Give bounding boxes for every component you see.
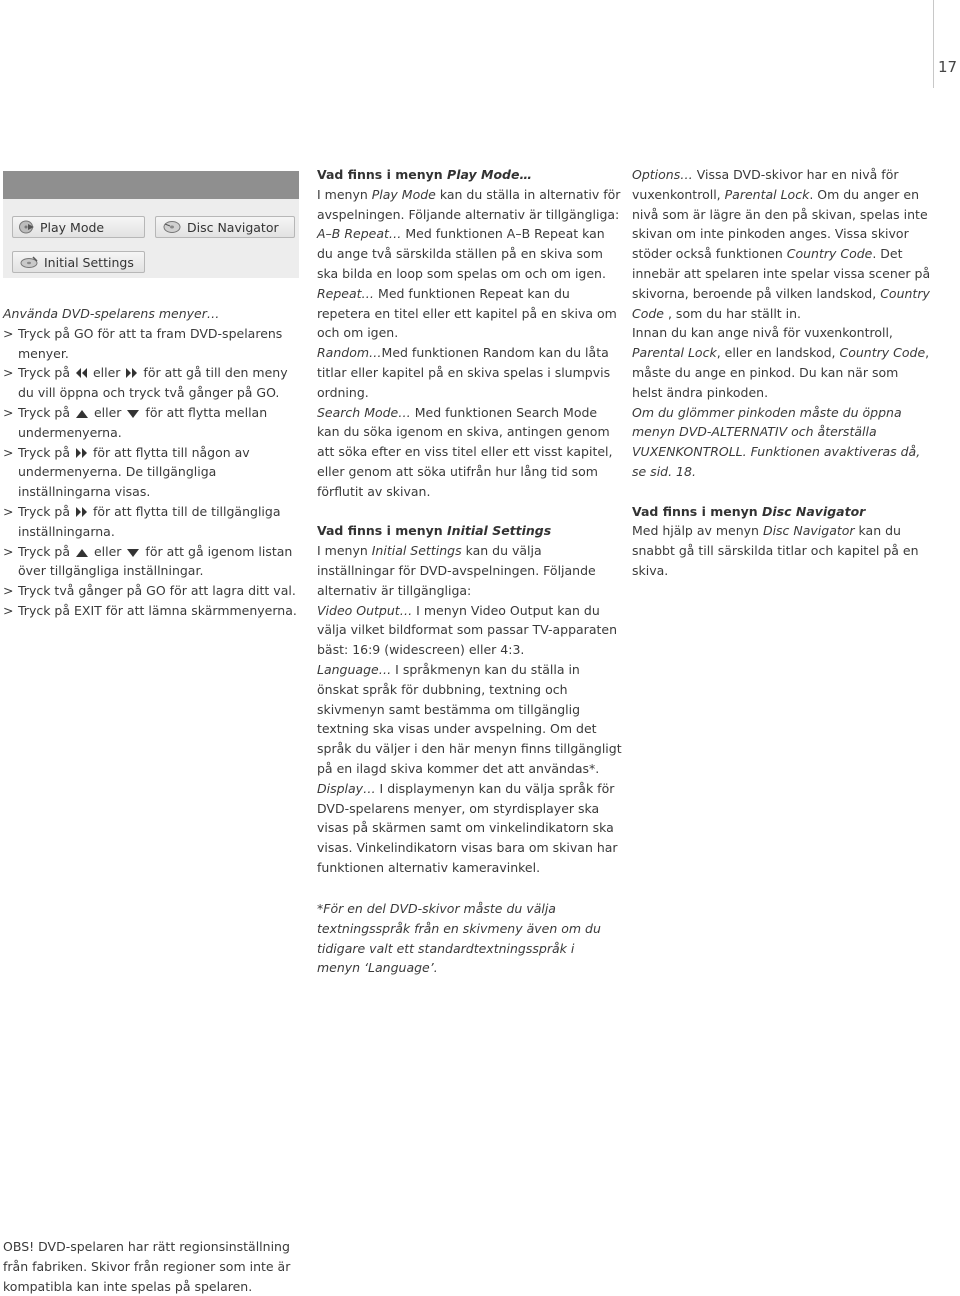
initial-settings-button[interactable]: [12, 251, 145, 273]
instructions-column: [3, 304, 303, 621]
repeat-item: Repeat… Med funktionen Repeat kan du repetera en titel eller ett kapitel på en skiva om och om igen.: [317, 285, 617, 341]
footnote: *För en del DVD-skivor måste du välja textningsspråk från en skivmeny även om du tidigare valt ett standardtextningsspråk i menyn ‘Language’.: [317, 901, 601, 976]
play-mode-heading: Vad finns i menyn Play Mode…: [317, 167, 532, 182]
disc-navigator-button[interactable]: [155, 216, 295, 238]
page-number: 17: [938, 58, 958, 76]
search-mode-item: Search Mode… Med funktionen Search Mode kan du söka igenom en skiva, antingen genom att söka efter en viss titel eller ett visst kapitel, eller genom att söka utifrån hur lång tid som förflutit av skivan.: [317, 404, 613, 499]
step-4: > Tryck på för att flytta till någon av undermenyerna. De tillgängliga inställningarna visas.: [3, 444, 250, 500]
disc-navigator-label: Disc Navigator: [187, 219, 279, 235]
instructions-title: Använda DVD-spelarens menyer…: [3, 306, 220, 321]
dvd-menu-panel: [3, 171, 299, 278]
arrow-up-icon: [76, 410, 88, 418]
step-6: > Tryck på eller för att gå igenom listan över tillgängliga inställningar.: [3, 543, 293, 579]
arrow-up-icon: [76, 549, 88, 557]
disc-navigator-icon: [162, 220, 182, 234]
fast-forward-icon: [76, 507, 87, 517]
arrow-down-icon: [127, 549, 139, 557]
initial-settings-icon: [19, 255, 39, 269]
step-5: > Tryck på för att flytta till de tillgängliga inställningarna.: [3, 503, 281, 539]
options-column: [632, 165, 932, 581]
arrow-down-icon: [127, 410, 139, 418]
step-8: > Tryck på EXIT för att lämna skärmmenyerna.: [3, 602, 297, 618]
step-2: > Tryck på eller för att gå till den meny du vill öppna och tryck två gånger på GO.: [3, 365, 288, 401]
language-item: Language… I språkmenyn kan du ställa in önskat språk för dubbning, textning och skivmenyn samt bestämma om tillgänglig textning ska visas under avspelning. Om det språk du väljer i den här menyn finns tillgängligt på en ilagd skiva kommer det att användas*.: [317, 661, 622, 776]
page-rule: [933, 0, 934, 88]
play-mode-icon: [19, 220, 35, 234]
menu-contents-column: [317, 165, 622, 878]
initial-settings-label: Initial Settings: [44, 254, 134, 270]
disc-navigator-heading: Vad finns i menyn Disc Navigator: [632, 503, 866, 519]
forgot-pin-note: Om du glömmer pinkoden måste du öppna menyn DVD-ALTERNATIV och återställa VUXENKONTROLL. Funktionen avaktiveras då, se sid. 18.: [632, 404, 921, 479]
step-7: > Tryck två gånger på GO för att lagra ditt val.: [3, 583, 296, 599]
options-item: Options… Vissa DVD-skivor har en nivå för vuxenkontroll, Parental Lock. Om du anger en nivå som är lägre än den på skivan, spelas inte skivan om inte pinkoden anges. Vissa skivor stöder också funktionen Country Code. Det innebär att spelaren inte spelar vissa scener på skivorna, beroende på vilken landskod, Country Code , som du har ställt in.: [632, 167, 931, 321]
video-output-item: Video Output… I menyn Video Output kan du välja vilket bildformat som passar TV-apparaten bäst: 16:9 (widescreen) eller 4:3.: [317, 602, 617, 658]
disc-navigator-intro: Med hjälp av menyn Disc Navigator kan du snabbt gå till särskilda titlar och kapitel på en skiva.: [632, 523, 919, 578]
rewind-icon: [76, 368, 87, 378]
ab-repeat-item: A–B Repeat… Med funktionen A–B Repeat kan du ange två särskilda ställen på en skiva som ska bilda en loop som spelas om och om igen.: [317, 226, 606, 281]
display-item: Display… I displaymenyn kan du välja språk för DVD-spelarens menyer, om styrdisplayer ska visas på skärmen samt om vinkelindikatorn ska visas. Vinkelindikatorn visas bara om skivan har funktionen alternativ kameravinkel.: [317, 780, 618, 875]
obs-note: OBS! DVD-spelaren har rätt regionsinställning från fabriken. Skivor från regioner som inte är kompatibla kan inte spelas på spelaren.: [3, 1239, 291, 1294]
fast-forward-icon: [126, 368, 137, 378]
random-item: Random…Med funktionen Random kan du låta titlar eller kapitel på en skiva spelas i slumpvis ordning.: [317, 345, 611, 400]
fast-forward-icon: [76, 448, 87, 458]
pin-code-note: Innan du kan ange nivå för vuxenkontroll, Parental Lock, eller en landskod, Country Code, måste du ange en pinkod. Du kan när som helst ändra pinkoden.: [632, 325, 930, 400]
initial-settings-heading: Vad finns i menyn Initial Settings: [317, 523, 552, 539]
play-mode-button[interactable]: [12, 216, 145, 238]
play-mode-label: Play Mode: [40, 219, 105, 235]
play-mode-intro: I menyn Play Mode kan du ställa in alternativ för avspelningen. Följande alternativ är tillgängliga:: [317, 186, 621, 222]
step-1: > Tryck på GO för att ta fram DVD-spelarens menyer.: [3, 325, 283, 361]
initial-settings-intro: I menyn Initial Settings kan du välja inställningar för DVD-avspelningen. Följande alternativ är tillgängliga:: [317, 543, 596, 598]
step-3: > Tryck på eller för att flytta mellan undermenyerna.: [3, 404, 268, 440]
